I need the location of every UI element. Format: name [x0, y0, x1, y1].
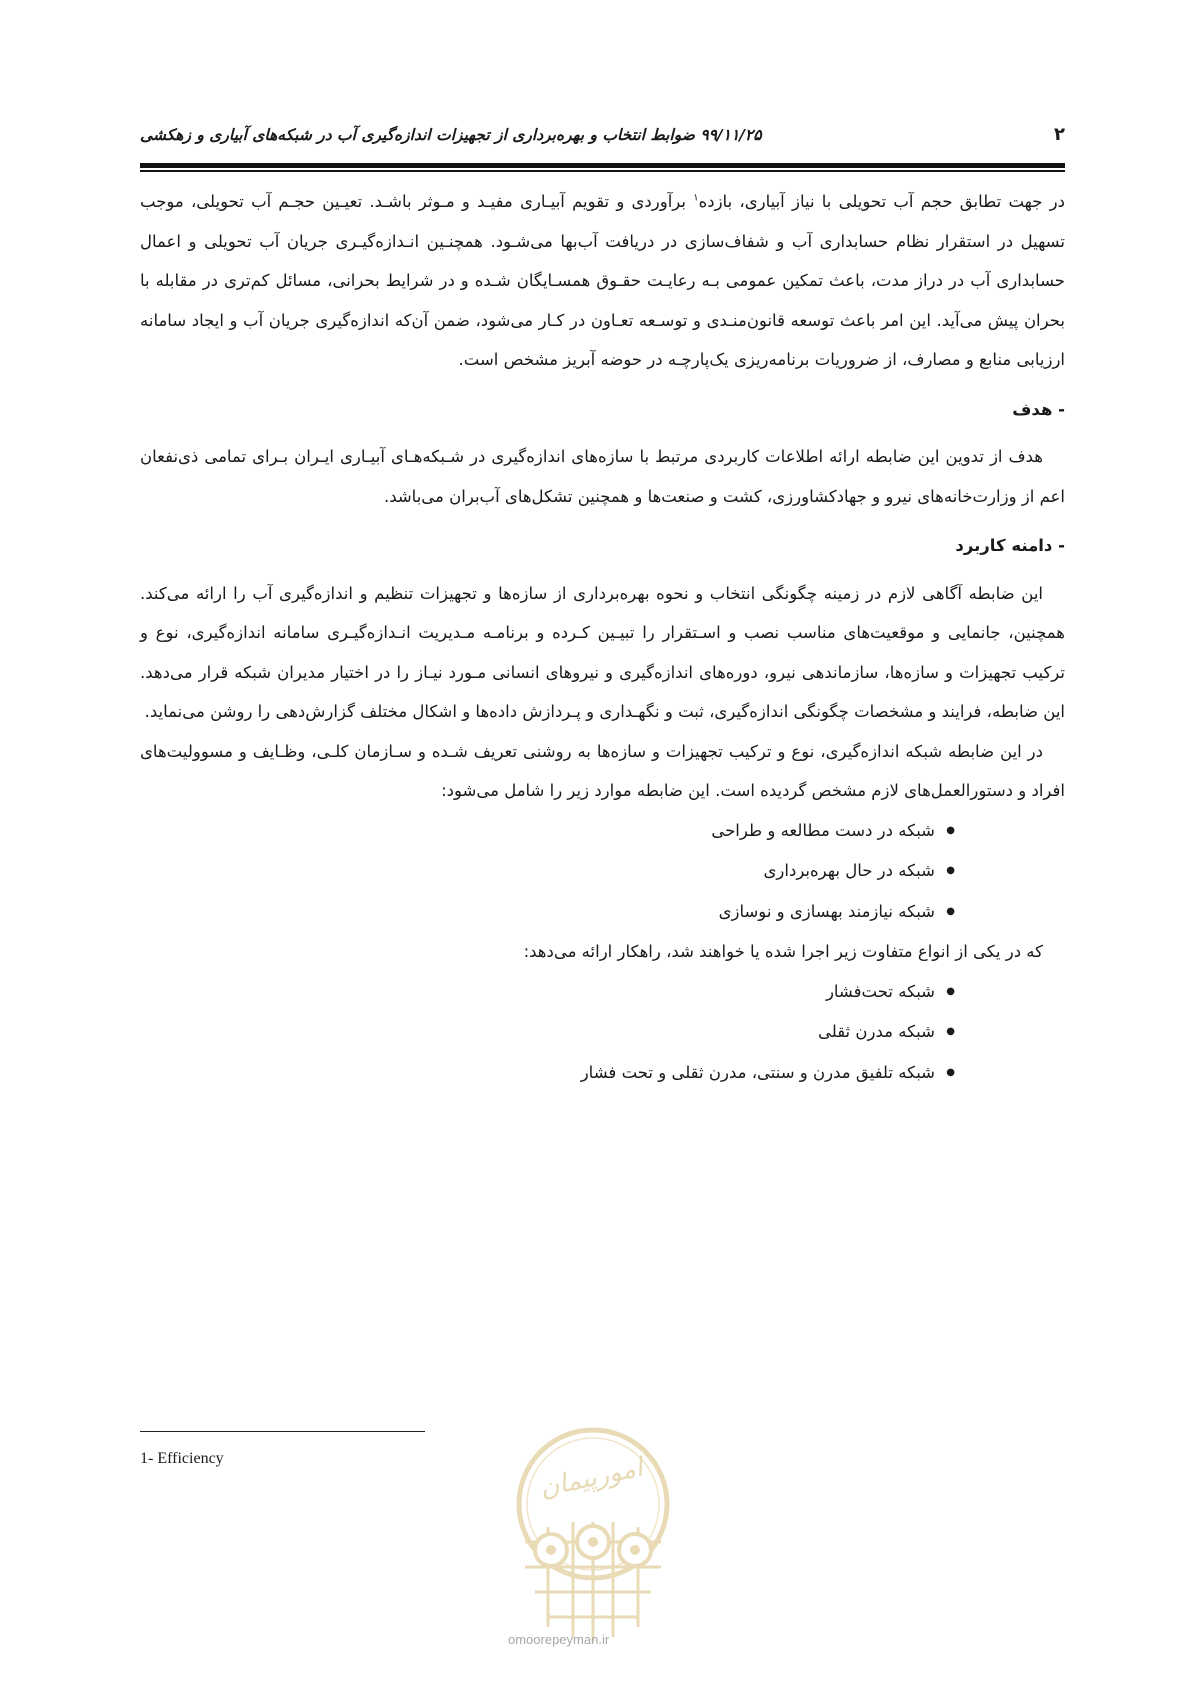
- scope-paragraph-1: این ضابطه آگاهی لازم در زمینه چگونگی انتخاب و نحوه بهره‌برداری از سازه‌ها و تجهیزات تنظیم و اندازه‌گیری آب را ارائه می‌کند. همچنین، جانمایی و موقعیت‌های مناسب نصب و اسـتقرار را تبیـین کـرده و برنامـه مـدیریت انـدازه‌گیـری سامانه اندازه‌گیری، نوع و ترکیب تجهیزات و سازه‌ها، سازماندهی نیرو، دوره‌های اندازه‌گیری و نیروهای انسانی مـورد نیـاز را در اختیار مدیران شبکه قرار می‌دهد. این ضابطه، فرایند و مشخصات چگونگی اندازه‌گیری، ثبت و نگهـداری و پـردازش داده‌ها و اشکال مختلف گزارش‌دهی را روشن می‌نماید.: [140, 583, 1065, 721]
- watermark-logo-text: امورپیمان: [537, 1452, 646, 1504]
- running-title: ۹۹/۱۱/۲۵ ضوابط انتخاب و بهره‌برداری از تجهیزات اندازه‌گیری آب در شبکه‌های آبیاری و زهکشی: [140, 126, 762, 144]
- network-type-list: [140, 972, 1065, 1094]
- list-item: ● شبکه در دست مطالعه و طراحی: [140, 811, 955, 852]
- header-rule-thin: [140, 170, 1065, 172]
- list-item: ● شبکه مدرن ثقلی: [140, 1012, 955, 1053]
- header-rule-thick: [140, 163, 1065, 168]
- list-item: ● شبکه تلفیق مدرن و سنتی، مدرن ثقلی و تحت فشار: [140, 1053, 955, 1094]
- page-number: ۲: [1054, 124, 1065, 145]
- scope-heading: - دامنه کاربرد: [955, 536, 1065, 555]
- footnote: 1- Efficiency: [140, 1450, 224, 1467]
- document-body: [140, 182, 1065, 1093]
- footnote-divider: [140, 1431, 425, 1432]
- watermark-site: omoorepeyman.ir: [508, 1632, 610, 1647]
- goal-paragraph: هدف از تدوین این ضابطه ارائه اطلاعات کاربردی مرتبط با سازه‌های اندازه‌گیری در شـبکه‌هـای آبیـاری ایـران بـرای تمامی ذی‌نفعان اعم از وزارت‌خانه‌های نیرو و جهادکشاورزی، کشت و صنعت‌ها و همچنین تشکل‌های آب‌بران می‌باشد.: [140, 447, 1065, 506]
- intro-part1: در جهت تطابق حجم آب تحویلی با نیاز آبیاری، بازده: [698, 192, 1065, 211]
- intro-part2: برآوردی و تقویم آبیـاری مفیـد و مـوثر باشـد. تعیـین حجـم آب تحویلی، موجب تسهیل در استقرار نظام حسابداری آب و شفاف‌سازی در دریافت آب‌بها می‌شـود. همچنـین انـدازه‌گیـری جریان آب تحویلی و اعمال حسابداری آب در دراز مدت، باعث تمکین عمومی بـه رعایـت حقـوق همسـایگان شـده و در شرایط بحرانی، مسائل کم‌تری در مقابله با بحران پیش می‌آید. این امر باعث توسعه قانون‌منـدی و توسـعه تعـاون در کـار می‌شود، ضمن آن‌که اندازه‌گیری جریان آب و ایجاد سامانه ارزیابی منابع و مصارف، از ضروریات برنامه‌ریزی یک‌پارچـه در حوضه آبریز مشخص است.: [140, 192, 1065, 369]
- page-header: [140, 124, 1065, 154]
- scope-paragraph-3: که در یکی از انواع متفاوت زیر اجرا شده یا خواهند شد، راهکار ارائه می‌دهد:: [523, 942, 1043, 961]
- network-status-list: [140, 811, 1065, 933]
- list-item: ● شبکه نیازمند بهسازی و نوسازی: [140, 892, 955, 933]
- goal-heading: - هدف: [1012, 399, 1065, 419]
- intro-paragraph: [140, 182, 1065, 380]
- footnote-marker[interactable]: ۱: [693, 192, 699, 204]
- list-item: ● شبکه در حال بهره‌برداری: [140, 851, 955, 892]
- scope-paragraph-2: در این ضابطه شبکه اندازه‌گیری، نوع و ترکیب تجهیزات و سازه‌ها به روشنی تعریف شـده و سـازمان کلـی، وظـایف و مسوولیت‌های افراد و دستورالعمل‌های لازم مشخص گردیده است. این ضابطه موارد زیر را شامل می‌شود:: [140, 741, 1065, 800]
- list-item: ● شبکه تحت‌فشار: [140, 972, 955, 1013]
